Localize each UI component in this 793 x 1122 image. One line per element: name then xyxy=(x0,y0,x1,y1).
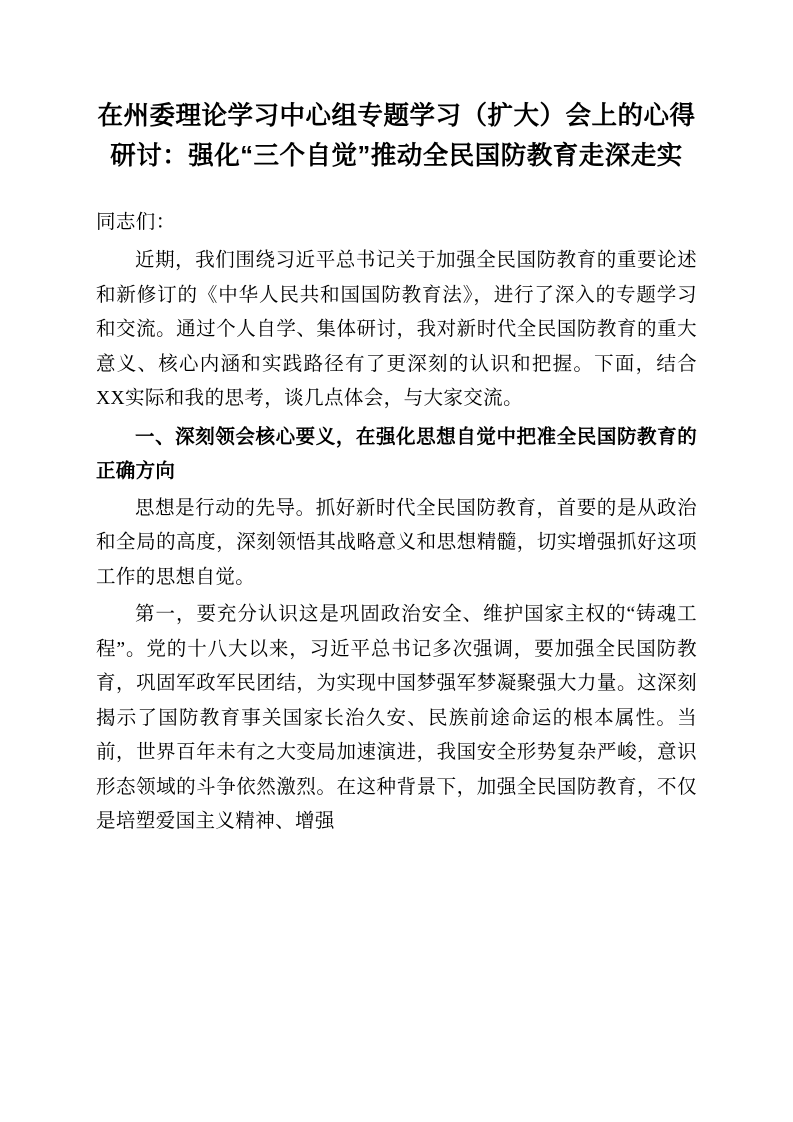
paragraph-section-one-2: 第一，要充分认识这是巩固政治安全、维护国家主权的“铸魂工程”。党的十八大以来，习近平总书记多次强调，要加强全民国防教育，巩固军政军民团结，为实现中国梦强军梦凝聚强大力量。这深刻揭示了国防教育事关国家长治久安、民族前途命运的根本属性。当前，世界百年未有之大变局加速演进，我国安全形势复杂严峻，意识形态领域的斗争依然激烈。在这种背景下，加强全民国防教育，不仅是培塑爱国主义精神、增强 xyxy=(96,604,697,832)
paragraph-section-one-1: 思想是行动的先导。抓好新时代全民国防教育，首要的是从政治和全局的高度，深刻领悟其战略意义和思想精髓，切实增强抓好这项工作的思想自觉。 xyxy=(96,497,697,588)
salutation: 同志们： xyxy=(96,212,176,233)
paragraph-intro: 近期，我们围绕习近平总书记关于加强全民国防教育的重要论述和新修订的《中华人民共和国国防教育法》，进行了深入的专题学习和交流。通过个人自学、集体研讨，我对新时代全民国防教育的重大意义、核心内涵和实践路径有了更深刻的认识和把握。下面，结合XX实际和我的思考，谈几点体会，与大家交流。 xyxy=(96,250,697,409)
section-heading-one: 一、深刻领会核心要义，在强化思想自觉中把准全民国防教育的正确方向 xyxy=(96,425,697,482)
page-title: 在州委理论学习中心组专题学习（扩大）会上的心得研讨：强化“三个自觉”推动全民国防教育走深走实 xyxy=(97,102,696,170)
